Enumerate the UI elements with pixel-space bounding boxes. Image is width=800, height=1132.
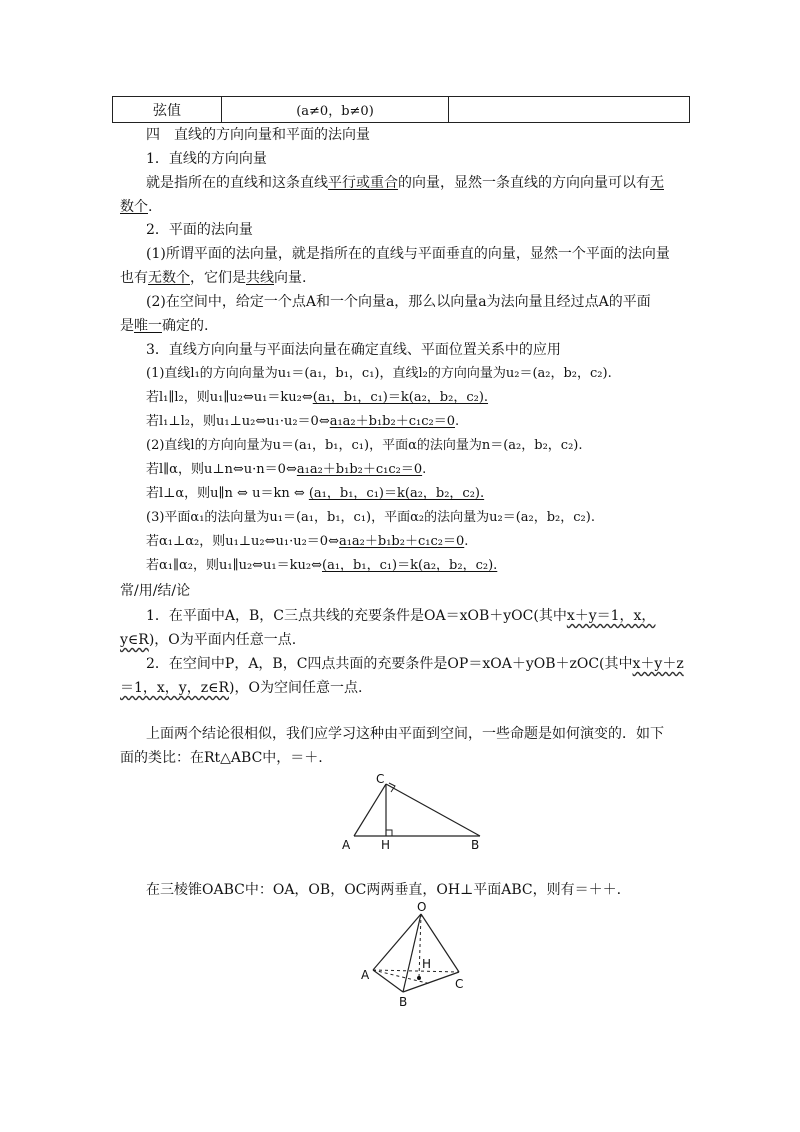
edge-CB	[386, 784, 480, 836]
subsection-title-3: 3．直线方向向量与平面法向量在确定直线、平面位置关系中的应用	[146, 342, 561, 358]
paragraph-line: 是唯一确定的.	[120, 318, 209, 334]
label-A: A	[361, 968, 370, 982]
section-heading: 四 直线的方向向量和平面的法向量	[146, 127, 370, 143]
tetrahedron-figure	[355, 900, 475, 1012]
edge-AB	[373, 970, 403, 992]
edge-BC	[403, 972, 459, 992]
label-B: B	[399, 995, 408, 1009]
formula-line: 若α₁∥α₂，则u₁∥u₂⇔u₁＝ku₂⇔(a₁，b₁，c₁)＝k(a₂，b₂，c₂).	[146, 558, 498, 573]
analogy-line: 面的类比：在Rt△ABC中，＝＋.	[120, 750, 323, 766]
edge-AC	[354, 784, 386, 836]
label-C: C	[455, 977, 464, 991]
conclusion-line: 1．在平面中A，B，C三点共线的充要条件是OA＝xOB＋yOC(其中x＋y＝1，x，	[146, 608, 656, 624]
edge-OB	[403, 914, 421, 992]
label-H: H	[422, 957, 432, 971]
label-B: B	[471, 838, 480, 852]
conclusion-line: ＝1，x，y，z∈R)，O为空间任意一点.	[120, 680, 363, 696]
conclusions-title: 常/用/结/论	[120, 583, 191, 599]
table-cell-label: 弦值	[113, 97, 222, 123]
formula-line: (1)直线l₁的方向向量为u₁＝(a₁，b₁，c₁)，直线l₂的方向向量为u₂＝(a₂，b₂，c₂).	[146, 366, 612, 381]
paragraph-line: (2)在空间中，给定一个点A和一个向量a，那么以向量a为法向量且经过点A的平面	[146, 294, 651, 310]
table-cell-empty	[449, 97, 690, 123]
formula-line: (2)直线l的方向向量为u＝(a₁，b₁，c₁)，平面α的法向量为n＝(a₂，b₂，c₂).	[146, 438, 583, 453]
label-O: O	[417, 900, 427, 914]
edge-AC-hidden	[373, 970, 459, 972]
formula-line: 若l⊥α，则u∥n ⇔ u＝kn ⇔ (a₁，b₁，c₁)＝k(a₂，b₂，c₂).	[146, 486, 485, 501]
paragraph-line: 也有无数个，它们是共线向量.	[120, 270, 307, 286]
table-row	[113, 97, 690, 123]
formula-line: 若l₁∥l₂，则u₁∥u₂⇔u₁＝ku₂⇔(a₁，b₁，c₁)＝k(a₂，b₂，c₂).	[146, 390, 489, 405]
analogy-line: 上面两个结论很相似，我们应学习这种由平面到空间，一些命题是如何演变的．如下	[146, 726, 664, 742]
paragraph-line: (1)所谓平面的法向量，就是指所在的直线与平面垂直的向量，显然一个平面的法向量	[146, 246, 670, 262]
conclusion-line: y∈R)，O为平面内任意一点.	[120, 632, 297, 648]
subsection-title-2: 2．平面的法向量	[146, 222, 253, 238]
subsection-title-1: 1．直线的方向向量	[146, 151, 267, 167]
formula-line: 若l∥α，则u⊥n⇔u·n＝0⇔a₁a₂＋b₁b₂＋c₁c₂＝0.	[146, 462, 427, 477]
table-cell-condition: (a≠0，b≠0)	[222, 97, 449, 123]
label-A: A	[342, 838, 351, 852]
label-H: H	[381, 838, 391, 852]
conclusion-line: 2．在空间中P，A，B，C四点共面的充要条件是OP＝xOA＋yOB＋zOC(其中x＋y＋z	[146, 656, 684, 672]
formula-line: 若l₁⊥l₂，则u₁⊥u₂⇔u₁·u₂＝0⇔a₁a₂＋b₁b₂＋c₁c₂＝0.	[146, 414, 460, 429]
edge-OA	[373, 914, 421, 970]
analogy-line: 在三棱锥OABC中：OA，OB，OC两两垂直，OH⊥平面ABC，则有＝＋＋.	[146, 882, 622, 898]
paragraph-line: 就是指所在的直线和这条直线平行或重合的向量，显然一条直线的方向向量可以有无	[146, 175, 664, 191]
label-C: C	[376, 772, 385, 786]
top-table	[112, 96, 690, 123]
right-triangle-figure	[340, 770, 500, 856]
formula-line: 若α₁⊥α₂，则u₁⊥u₂⇔u₁·u₂＝0⇔a₁a₂＋b₁b₂＋c₁c₂＝0.	[146, 534, 469, 549]
point-H	[417, 976, 421, 980]
formula-line: (3)平面α₁的法向量为u₁＝(a₁，b₁，c₁)，平面α₂的法向量为u₂＝(a₂，b₂，c₂).	[146, 510, 595, 525]
paragraph-line: 数个.	[120, 199, 153, 215]
right-angle-mark	[386, 830, 392, 836]
